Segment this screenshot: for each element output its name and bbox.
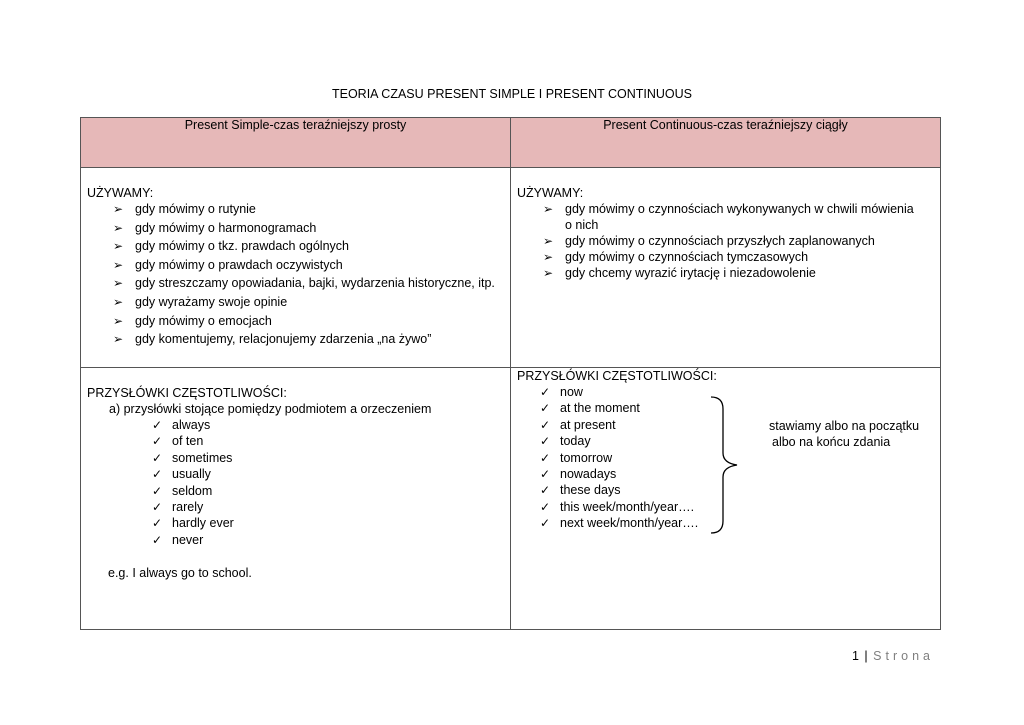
document-title: TEORIA CZASU PRESENT SIMPLE I PRESENT CONTINUOUS	[331, 87, 693, 101]
list-item: ✓ next week/month/year….	[540, 515, 934, 531]
list-item: ➢ gdy chcemy wyrazić irytację i niezadowolenie	[543, 265, 914, 281]
usage-left-cell	[81, 168, 511, 368]
list-item: ➢ gdy mówimy o czynnościach wykonywanych w chwili mówienia o nich	[543, 201, 914, 233]
list-item: ✓ now	[540, 384, 934, 400]
list-item: ✓ today	[540, 433, 934, 449]
list-item: ✓ these days	[540, 482, 934, 498]
list-item: ✓ hardly ever	[152, 515, 504, 531]
footer-separator: |	[864, 649, 868, 663]
adverbs-left-list	[152, 417, 504, 548]
list-item: ✓ at present	[540, 417, 934, 433]
list-item: ✓ never	[152, 532, 504, 548]
list-item: ➢ gdy komentujemy, relacjonujemy zdarzenia „na żywo”	[113, 331, 504, 347]
list-item: ✓ this week/month/year….	[540, 499, 934, 515]
usage-right-label: UŻYWAMY:	[517, 186, 584, 200]
tenses-table	[80, 117, 941, 630]
page-number: 1	[851, 649, 859, 663]
page-footer	[852, 649, 934, 663]
header-left-label: Present Simple-czas teraźniejszy prosty	[184, 118, 407, 132]
usage-right-list	[517, 201, 934, 281]
list-item: ✓ of ten	[152, 433, 504, 449]
position-note	[769, 418, 919, 450]
adverbs-left-label: PRZYSŁÓWKI CZĘSTOTLIWOŚCI:	[87, 386, 287, 400]
list-item: ➢ gdy mówimy o czynnościach tymczasowych	[543, 249, 914, 265]
footer-page-word: Strona	[873, 649, 934, 663]
example-sentence: e.g. I always go to school.	[108, 566, 252, 581]
adverbs-right-label: PRZYSŁÓWKI CZĘSTOTLIWOŚCI:	[517, 369, 717, 383]
list-item: ✓ always	[152, 417, 504, 433]
list-item: ✓ seldom	[152, 483, 504, 499]
list-item: ✓ usually	[152, 466, 504, 482]
header-right-label: Present Continuous-czas teraźniejszy ciągły	[603, 118, 848, 132]
usage-left-label: UŻYWAMY:	[87, 186, 154, 200]
adverbs-subheading: a) przysłówki stojące pomiędzy podmiotem a orzeczeniem	[109, 402, 432, 416]
curly-brace-icon	[709, 395, 749, 535]
note-line-2: albo na końcu zdania	[772, 435, 891, 449]
adverbs-right-cell	[511, 368, 941, 630]
list-item: ✓ tomorrow	[540, 450, 934, 466]
header-row	[81, 118, 941, 168]
usage-row	[81, 168, 941, 368]
list-item: ➢ gdy mówimy o rutynie	[113, 201, 504, 217]
list-item: ✓ at the moment	[540, 400, 934, 416]
header-present-continuous	[511, 118, 941, 168]
adverbs-row	[81, 368, 941, 630]
list-item: ➢ gdy mówimy o tkz. prawdach ogólnych	[113, 238, 504, 254]
usage-right-cell	[511, 168, 941, 368]
list-item: ➢ gdy mówimy o harmonogramach	[113, 220, 504, 236]
list-item: ➢ gdy mówimy o emocjach	[113, 313, 504, 329]
header-present-simple	[81, 118, 511, 168]
list-item: ✓ nowadays	[540, 466, 934, 482]
list-item: ➢ gdy mówimy o prawdach oczywistych	[113, 257, 504, 273]
note-line-1: stawiamy albo na początku	[769, 419, 920, 433]
list-item: ➢ gdy wyrażamy swoje opinie	[113, 294, 504, 310]
list-item: ✓ sometimes	[152, 450, 504, 466]
list-item: ➢ gdy streszczamy opowiadania, bajki, wydarzenia historyczne, itp.	[113, 275, 504, 291]
list-item: ➢ gdy mówimy o czynnościach przyszłych zaplanowanych	[543, 233, 914, 249]
adverbs-left-cell	[81, 368, 511, 630]
usage-left-list	[87, 201, 504, 347]
list-item: ✓ rarely	[152, 499, 504, 515]
